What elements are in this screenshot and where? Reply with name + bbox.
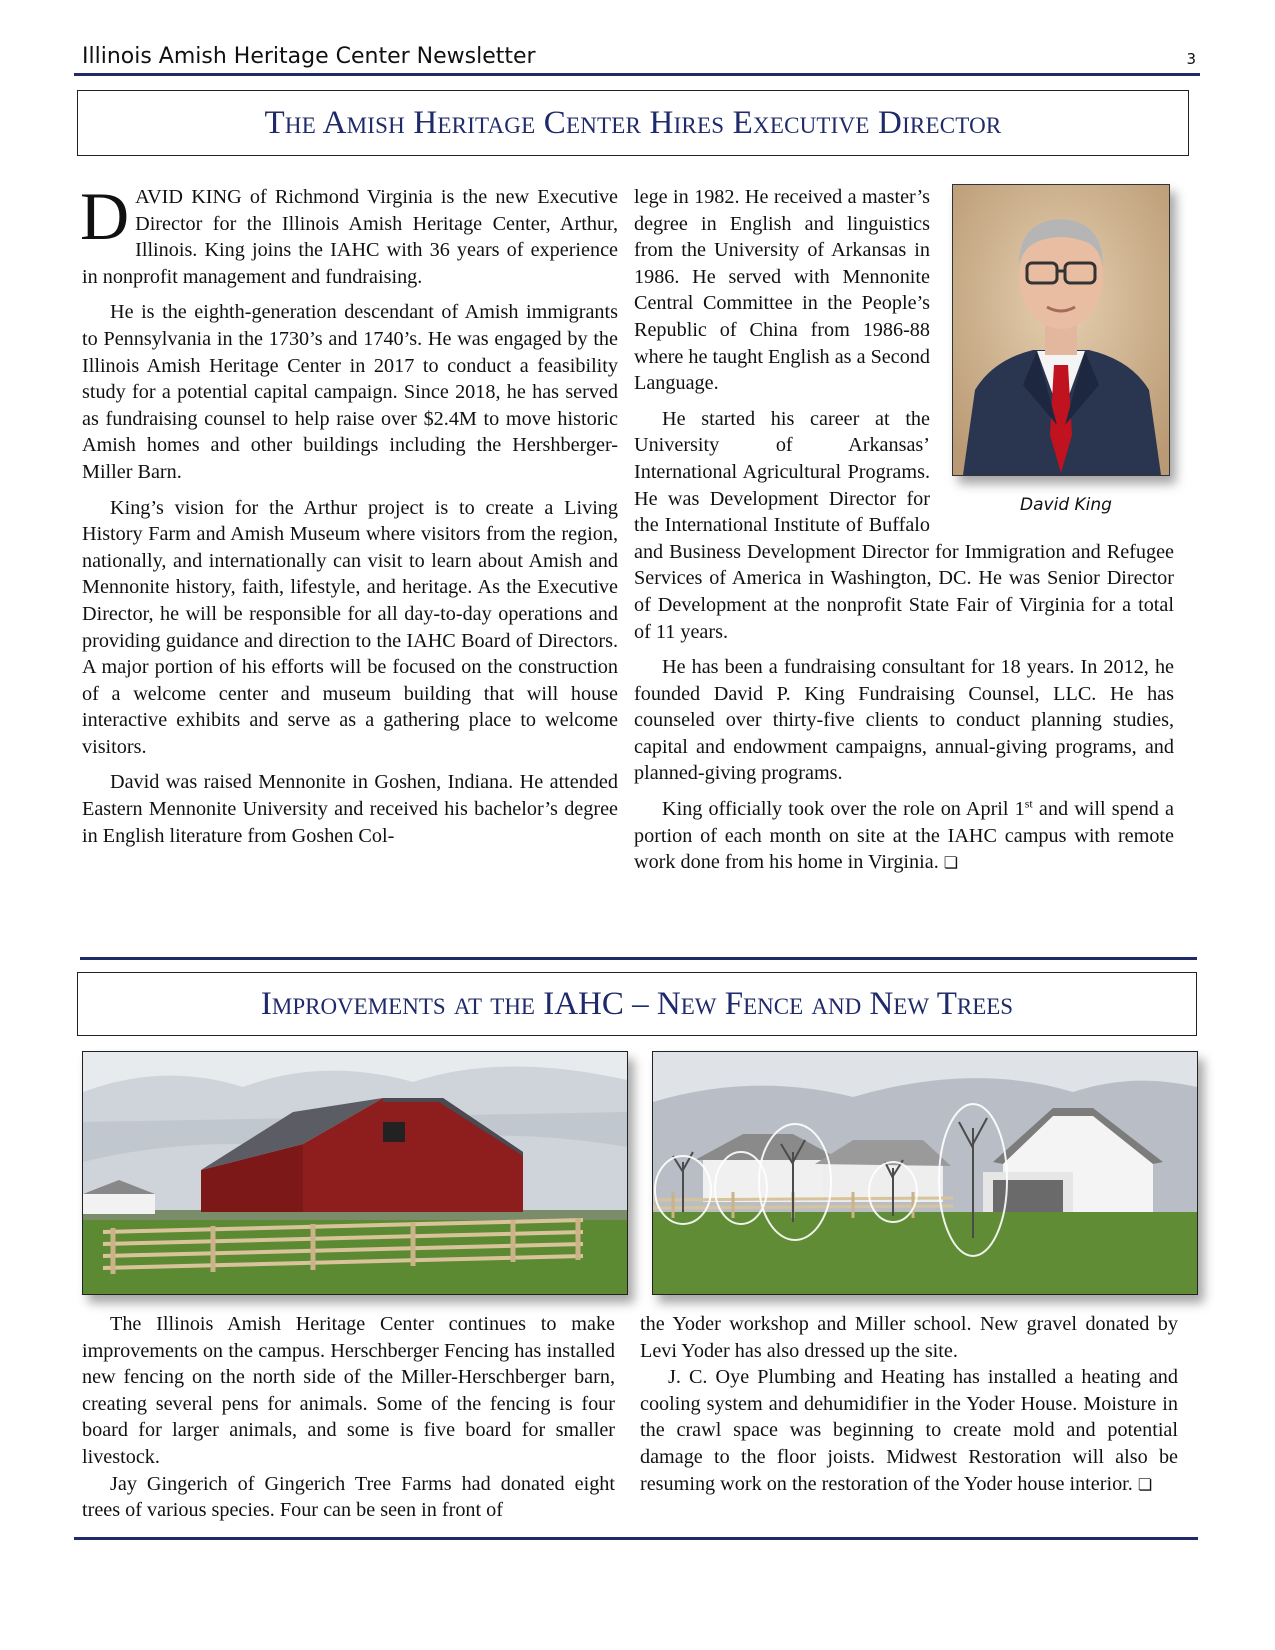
- article2-paragraph-3: J. C. Oye Plumbing and Heating has installed a heating and cooling system and dehumidifier in the Yoder House. Moisture in the crawl space was beginning to create mold and potential damage to the floor joists. Midwest Restoration will also be resuming work on the restoration of the Yoder house interior. ❏: [640, 1366, 1178, 1495]
- newsletter-title: Illinois Amish Heritage Center Newsletter: [82, 44, 536, 69]
- barn-image: [83, 1052, 627, 1294]
- article1-paragraph-1: DAVID KING of Richmond Virginia is the new Executive Director for the Illinois Amish Heritage Center, Arthur, Illinois. King joins the IAHC with 36 years of experience in nonprofit management and fundraising.: [80, 178, 618, 288]
- barn-photo: [82, 1051, 628, 1295]
- article2-paragraph-2: Jay Gingerich of Gingerich Tree Farms had donated eight trees of various species. Four can be seen in front of: [82, 1472, 615, 1522]
- article1-paragraph-7: King officially took over the role on April 1st and will spend a portion of each month on site at the IAHC campus with remote work done from his home in Virginia. ❏: [634, 796, 1174, 874]
- article2-title-box: [77, 972, 1197, 1036]
- running-header: [80, 42, 1198, 74]
- page-number: 3: [1186, 50, 1196, 68]
- article1-paragraph-6: He has been a fundraising consultant for 18 years. In 2012, he founded David P. King Fundraising Counsel, LLC. He has counseled over thirty-five clients to conduct planning studies, capital and endowment campaigns, annual-giving programs, and planned-giving programs.: [634, 656, 1174, 785]
- article1-right-column: [634, 184, 1174, 886]
- article2-right-column: [640, 1311, 1178, 1498]
- article1-paragraph-3: King’s vision for the Arthur project is to create a Living History Farm and Amish Museum where visitors from the region, nationally, and internationally can visit to learn about Amish and Mennonite history, faith, lifestyle, and heritage. As the Executive Director, he will be responsible for all day-to-day operations and providing guidance and direction to the IAHC Board of Directors. A major portion of his efforts will be focused on the construction of a welcome center and museum building that will house interactive exhibits and serve as a gathering place to welcome visitors.: [82, 496, 618, 758]
- article2-paragraph-1: The Illinois Amish Heritage Center continues to make improvements on the campus. Herschberger Fencing has installed new fencing on the north side of the Miller-Herschberger barn, creating several pens for animals. Some of the fencing is four board for larger animals, and some is five board for smaller livestock.: [82, 1313, 615, 1468]
- drop-cap: D: [80, 178, 130, 254]
- article1-title-box: [77, 90, 1189, 156]
- article1-paragraph-4: David was raised Mennonite in Goshen, Indiana. He attended Eastern Mennonite University and received his bachelor’s degree in English literature from Goshen Col-: [82, 771, 618, 847]
- buildings-trees-image: [653, 1052, 1197, 1294]
- article1-paragraph-4-continued: lege in 1982. He received a master’s degree in English and linguistics from the University of Arkansas in 1986. He served with Mennonite Central Committee in the People’s Republic of China from 1986-88 where he taught English as a Second Language.: [634, 186, 931, 395]
- portrait-image: [953, 185, 1169, 475]
- section-rule: [80, 957, 1197, 960]
- article1-paragraph-2: He is the eighth-generation descendant of Amish immigrants to Pennsylvania in the 1730’s and 1740’s. He was engaged by the Illinois Amish Heritage Center in 2017 to conduct a feasibility study for a potential capital campaign. Since 2018, he has served as fundraising counsel to help raise over $2.4M to move historic Amish homes and other buildings including the Hershberger-Miller Barn.: [82, 301, 618, 483]
- article2-paragraph-2-continued: the Yoder workshop and Miller school. New gravel donated by Levi Yoder has also dressed up the site.: [640, 1313, 1178, 1362]
- end-mark-icon: ❏: [1137, 1474, 1153, 1494]
- header-rule: [74, 73, 1200, 76]
- portrait-figure: [952, 184, 1174, 519]
- footer-rule: [74, 1537, 1198, 1540]
- portrait-photo: [952, 184, 1170, 476]
- article2-left-column: [82, 1311, 615, 1524]
- article1-paragraph-5: He started his career at the University of Arkansas’ International Agricultural Programs. He was Development Director for the International Institute of Buffalo and Business Development Director for Immigration and Refugee Services of America in Washington, DC. He was Senior Director of Development at the nonprofit State Fair of Virginia for a total of 11 years.: [634, 407, 1174, 643]
- end-mark-icon: ❏: [943, 853, 959, 873]
- portrait-caption: David King: [1020, 495, 1112, 515]
- article1-title: The Amish Heritage Center Hires Executive Director: [264, 105, 1002, 141]
- buildings-trees-photo: [652, 1051, 1198, 1295]
- article2-title: Improvements at the IAHC – New Fence and New Trees: [260, 986, 1014, 1022]
- article1-left-column: [80, 178, 618, 849]
